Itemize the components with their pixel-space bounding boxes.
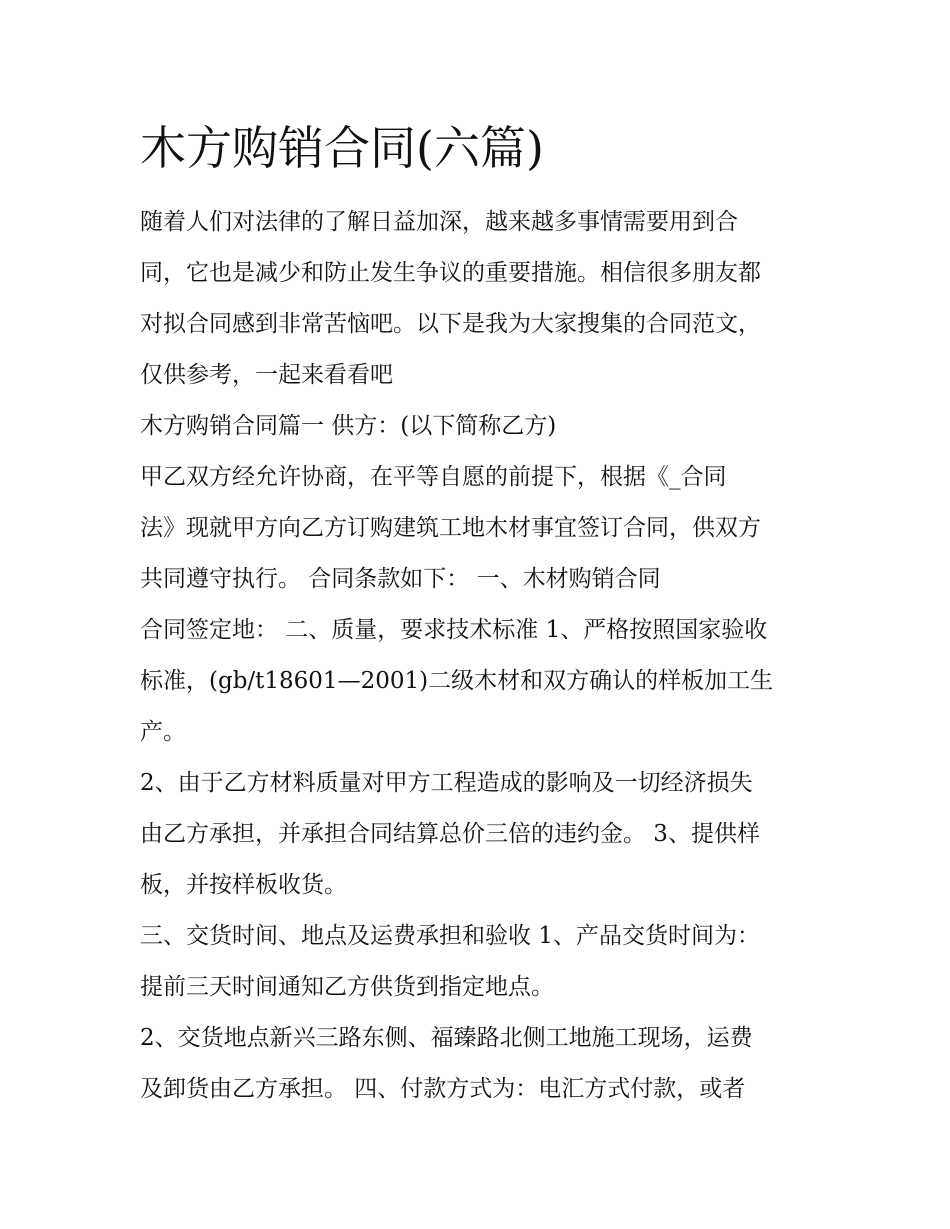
document-body: [140, 197, 830, 1115]
text-line: 产。: [140, 719, 186, 745]
text-line: 随着人们对法律的了解日益加深，越来越多事情需要用到合: [140, 209, 738, 235]
text-line: 标准，(gb/t18601—2001)二级木材和双方确认的样板加工生: [140, 668, 774, 694]
text-line: 共同遵守执行。 合同条款如下： 一、木材购销合同: [140, 566, 661, 592]
text-line: 2、交货地点新兴三路东侧、福臻路北侧工地施工现场，运费: [140, 1025, 753, 1051]
section-heading-line: 木方购销合同篇一 供方：(以下简称乙方): [140, 413, 557, 439]
text-line: 板，并按样板收货。: [140, 872, 347, 898]
text-line: 甲乙双方经允许协商，在平等自愿的前提下，根据《_合同: [140, 464, 727, 490]
text-line: 法》现就甲方向乙方订购建筑工地木材事宜签订合同，供双方: [140, 515, 761, 541]
text-line: 对拟合同感到非常苦恼吧。以下是我为大家搜集的合同范文，: [140, 311, 761, 337]
text-line: 同，它也是减少和防止发生争议的重要措施。相信很多朋友都: [140, 260, 761, 286]
text-line: 三、交货时间、地点及运费承担和验收 1、产品交货时间为：: [140, 923, 760, 949]
text-line: 仅供参考，一起来看看吧: [140, 362, 393, 388]
text-line: 2、由于乙方材料质量对甲方工程造成的影响及一切经济损失: [140, 770, 753, 796]
document-title: 木方购销合同(六篇): [140, 121, 544, 175]
text-line: 提前三天时间通知乙方供货到指定地点。: [140, 974, 554, 1000]
text-line: 及卸货由乙方承担。 四、付款方式为：电汇方式付款，或者: [140, 1076, 746, 1102]
text-line: 合同签定地： 二、质量，要求技术标准 1、严格按照国家验收: [140, 617, 768, 643]
text-line: 由乙方承担，并承担合同结算总价三倍的违约金。 3、提供样: [140, 821, 760, 847]
